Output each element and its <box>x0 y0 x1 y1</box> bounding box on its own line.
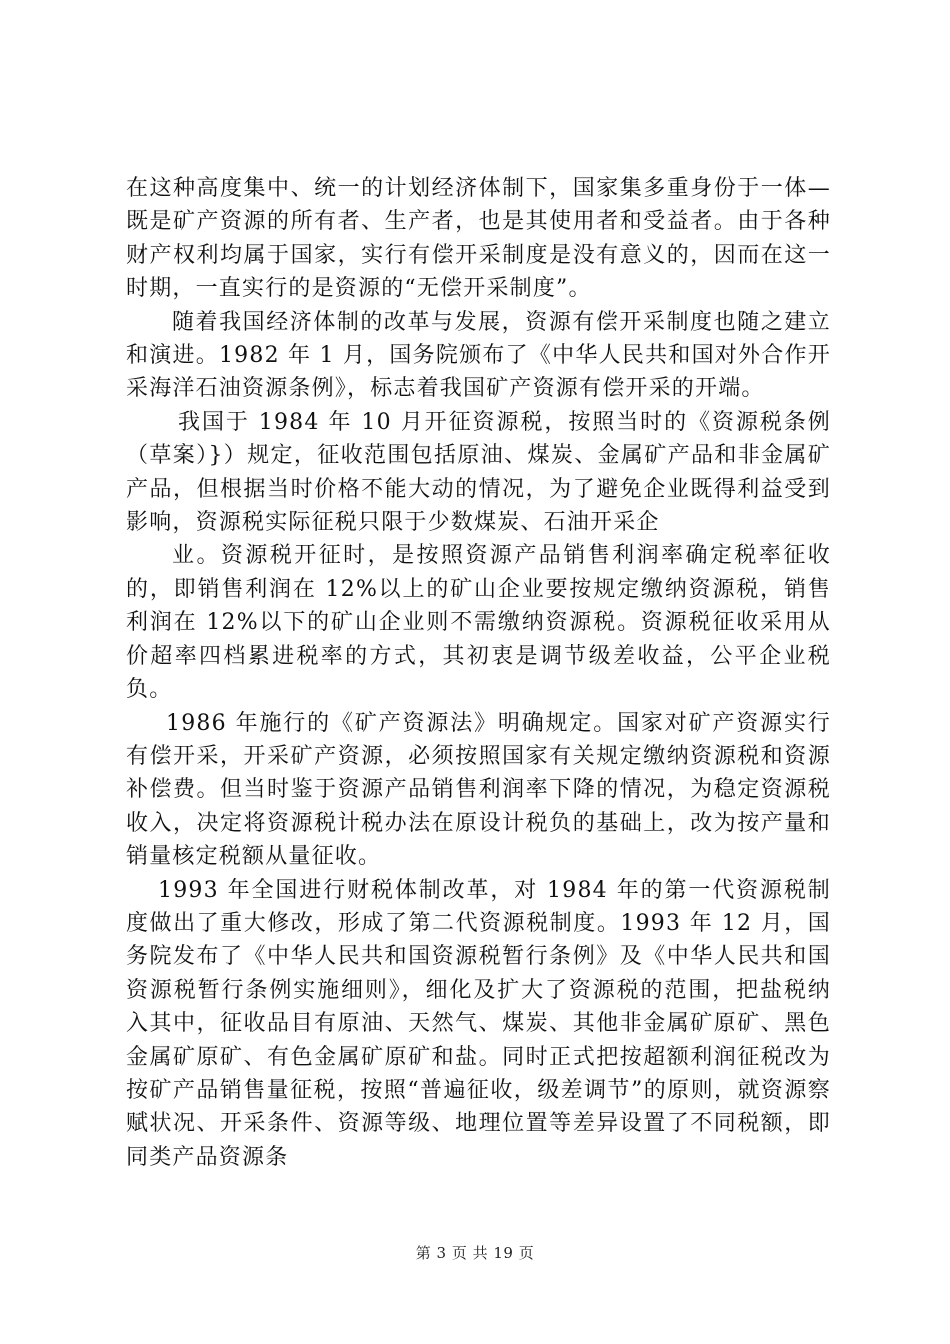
page-number-footer: 第 3 页 共 19 页 <box>415 1244 535 1262</box>
paragraph-1986-mineral-law: 1986 年施行的《矿产资源法》明确规定。国家对矿产资源实行有偿开采，开采矿产资源，必须按照国家有关规定缴纳资源税和资源补偿费。但当时鉴于资源产品销售利润率下降的情况，为稳定资源税收入，决定将资源税计税办法在原设计税负的基础上，改为按产量和销量核定税额从量征收。 <box>126 710 831 870</box>
paragraph-1982-reform: 随着我国经济体制的改革与发展，资源有偿开采制度也随之建立和演进。1982 年 1 月，国务院颁布了《中华人民共和国对外合作开采海洋石油资源条例》，标志着我国矿产资源有偿开采的开端。 <box>126 309 831 402</box>
paragraph-tax-rate-method: 业。资源税开征时，是按照资源产品销售利润率确定税率征收的，即销售利润在 12%以上的矿山企业要按规定缴纳资源税，销售利润在 12%以下的矿山企业则不需缴纳资源税。资源税征收采用从价超率四档累进税率的方式，其初衷是调节级差收益，公平企业税负。 <box>126 543 831 703</box>
paragraph-1984-resource-tax: 我国于 1984 年 10 月开征资源税，按照当时的《资源税条例（草案）}）规定，征收范围包括原油、煤炭、金属矿产品和非金属矿产品，但根据当时价格不能大动的情况，为了避免企业既得利益受到影响，资源税实际征税只限于少数煤炭、石油开采企 <box>126 409 831 536</box>
paragraph-planned-economy: 在这种高度集中、统一的计划经济体制下，国家集多重身份于一体—既是矿产资源的所有者、生产者，也是其使用者和受益者。由于各种财产权利均属于国家，实行有偿开采制度是没有意义的，因而在这一时期，一直实行的是资源的“无偿开采制度”。 <box>126 176 831 302</box>
document-body <box>126 172 831 1174</box>
paragraph-1993-tax-reform: 1993 年全国进行财税体制改革，对 1984 年的第一代资源税制度做出了重大修改，形成了第二代资源税制度。1993 年 12 月，国务院发布了《中华人民共和国资源税暂行条例》及《中华人民共和国资源税暂行条例实施细则》，细化及扩大了资源税的范围，把盐税纳入其中，征收品目有原油、天然气、煤炭、其他非金属矿原矿、黑色金属矿原矿、有色金属矿原矿和盐。同时正式把按超额利润征税改为按矿产品销售量征税，按照“普遍征收，级差调节”的原则，就资源察赋状况、开采条件、资源等级、地理位置等差异设置了不同税额，即同类产品资源条 <box>126 877 831 1170</box>
